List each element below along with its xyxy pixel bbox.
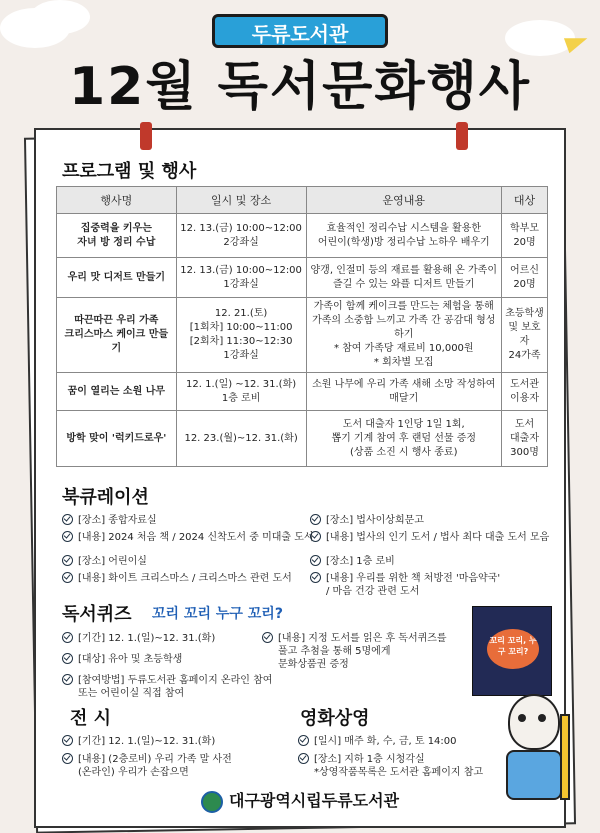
column-header: 운영내용 xyxy=(306,187,502,214)
event-name: 방학 맞이 '럭키드로우' xyxy=(57,411,177,467)
list-item: [기간] 12. 1.(일)~12. 31.(화) xyxy=(62,632,215,645)
program-table xyxy=(56,186,548,467)
table-row xyxy=(57,214,548,258)
check-icon xyxy=(62,632,73,643)
column-header: 행사명 xyxy=(57,187,177,214)
list-item: [내용] 법사의 인기 도서 / 법사 최다 대출 도서 모음 xyxy=(310,531,549,544)
event-name: 우리 맛 디저트 만들기 xyxy=(57,258,177,298)
event-schedule: 12. 1.(일) ~12. 31.(화) 1층 로비 xyxy=(176,373,306,411)
pin-icon xyxy=(456,122,468,150)
event-content: 도서 대출자 1인당 1일 1회, 뽑기 기계 참여 후 랜덤 선물 증정 (상품 소진 시 행사 종료) xyxy=(306,411,502,467)
event-content: 효율적인 정리수납 시스템을 활용한 어린이(학생)방 정리수납 노하우 배우기 xyxy=(306,214,502,258)
event-content: 가족이 함께 케이크를 만드는 체험을 통해 가족의 소중함 느끼고 가족 간 공감대 형성하기 * 참여 가족당 재료비 10,000원 * 회차별 모집 xyxy=(306,298,502,373)
event-target: 학부모 20명 xyxy=(502,214,548,258)
list-item: [장소] 지하 1층 시청각실 *상영작품목록은 도서관 홈페이지 참고 xyxy=(298,753,483,779)
event-name: 따끈따끈 우리 가족 크리스마스 케이크 만들기 xyxy=(57,298,177,373)
section-title-program: 프로그램 및 행사 xyxy=(62,157,196,183)
event-target: 초등학생 및 보호자 24가족 xyxy=(502,298,548,373)
column-header: 일시 및 장소 xyxy=(176,187,306,214)
event-schedule: 12. 23.(월)~12. 31.(화) xyxy=(176,411,306,467)
event-target: 도서 대출자 300명 xyxy=(502,411,548,467)
check-icon xyxy=(298,753,309,764)
list-item: [장소] 1층 로비 xyxy=(310,555,395,568)
globe-logo-icon xyxy=(201,791,223,813)
event-content: 양갱, 인절미 등의 재료를 활용해 온 가족이 즐길 수 있는 와플 디저트 만들기 xyxy=(306,258,502,298)
list-item: [장소] 어린이실 xyxy=(62,555,147,568)
event-schedule: 12. 21.(토) [1회차] 10:00~11:00 [2회차] 11:30~12:30 1강좌실 xyxy=(176,298,306,373)
check-icon xyxy=(62,531,73,542)
event-schedule: 12. 13.(금) 10:00~12:00 2강좌실 xyxy=(176,214,306,258)
library-tag: 두류도서관 xyxy=(212,14,388,48)
check-icon xyxy=(62,674,73,685)
table-row xyxy=(57,298,548,373)
check-icon xyxy=(62,753,73,764)
table-header-row xyxy=(57,187,548,214)
list-item: [기간] 12. 1.(일)~12. 31.(화) xyxy=(62,735,215,748)
pin-icon xyxy=(140,122,152,150)
list-item: [내용] (2층로비) 우리 가족 말 사전 (온라인) 우리가 손잡으면 xyxy=(62,753,232,779)
event-target: 어르신 20명 xyxy=(502,258,548,298)
list-item: [참여방법] 두류도서관 홈페이지 온라인 참여 또는 어린이실 직접 참여 xyxy=(62,674,272,700)
event-schedule: 12. 13.(금) 10:00~12:00 1강좌실 xyxy=(176,258,306,298)
check-icon xyxy=(310,555,321,566)
check-icon xyxy=(298,735,309,746)
event-target: 도서관 이용자 xyxy=(502,373,548,411)
list-item: [일시] 매주 화, 수, 금, 토 14:00 xyxy=(298,735,457,748)
footer-org: 대구광역시립두류도서관 xyxy=(0,788,600,813)
event-name: 꿈이 열리는 소원 나무 xyxy=(57,373,177,411)
list-item: [내용] 화이트 크리스마스 / 크리스마스 관련 도서 xyxy=(62,572,292,585)
check-icon xyxy=(62,572,73,583)
quiz-subtitle: 꼬리 꼬리 누구 꼬리? xyxy=(152,606,283,622)
book-cover-image xyxy=(472,606,552,696)
section-title-book-curation: 북큐레이션 xyxy=(62,483,149,509)
column-header: 대상 xyxy=(502,187,548,214)
check-icon xyxy=(62,555,73,566)
table-row xyxy=(57,258,548,298)
list-item: [내용] 우리를 위한 책 처방전 '마음약국' / 마음 건강 관련 도서 xyxy=(310,572,500,598)
page-title: 12월 독서문화행사 xyxy=(68,57,532,117)
section-title-film: 영화상영 xyxy=(300,704,370,730)
check-icon xyxy=(262,632,273,643)
list-item: [내용] 2024 처음 책 / 2024 신착도서 중 미대출 도서 xyxy=(62,531,314,544)
book-cover-title: 꼬리 꼬리, 누구 꼬리? xyxy=(487,629,539,669)
section-title-exhibition: 전 시 xyxy=(70,704,111,730)
cloud-decoration xyxy=(30,0,90,34)
check-icon xyxy=(62,514,73,525)
list-item: [장소] 종합자료실 xyxy=(62,514,157,527)
check-icon xyxy=(310,531,321,542)
table-row xyxy=(57,373,548,411)
check-icon xyxy=(310,514,321,525)
event-name: 집중력을 키우는 자녀 방 정리 수납 xyxy=(57,214,177,258)
check-icon xyxy=(62,735,73,746)
table-row xyxy=(57,411,548,467)
section-title-reading-quiz: 독서퀴즈 xyxy=(62,600,132,626)
check-icon xyxy=(310,572,321,583)
event-content: 소원 나무에 우리 가족 새해 소망 작성하여 매달기 xyxy=(306,373,502,411)
list-item: [대상] 유아 및 초등학생 xyxy=(62,653,182,666)
list-item: [내용] 지정 도서를 읽은 후 독서퀴즈를 풀고 추첨을 통해 5명에게 문화상품권 증정 xyxy=(262,632,447,671)
list-item: [장소] 법사이상희문고 xyxy=(310,514,424,527)
check-icon xyxy=(62,653,73,664)
